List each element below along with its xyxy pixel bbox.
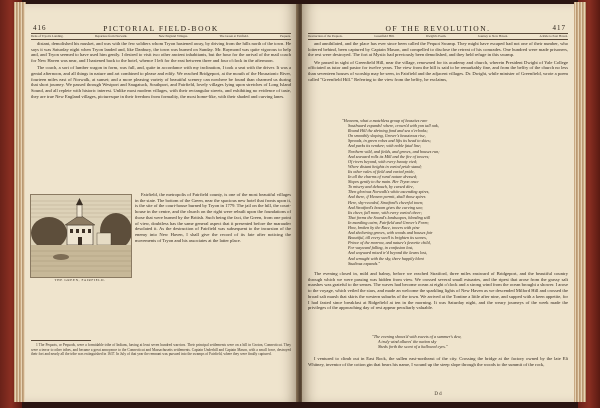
- left-subhead: Departure from Norwalk.: [94, 34, 128, 38]
- poem-line: And wrought with the sky, there happily blent: [348, 255, 424, 261]
- poem-line: Round Hill the shrining fond and sea o'erlooks;: [348, 128, 428, 134]
- verse-line: Sheds forth the scent of a hallowed eyes.": [378, 344, 448, 350]
- poem-line: And Stratford's bosom gives the curving sea;: [348, 204, 423, 210]
- poem-line: Northern wild, and fields, and groves, and houses run;: [348, 148, 440, 154]
- poem-line: In mantling cairn, Fairfield and Grover's Form;: [348, 219, 429, 225]
- poem-line: Where distant heights in varied pride stand;: [348, 163, 422, 169]
- closing-verse: [372, 334, 534, 350]
- signature-mark: D d: [434, 392, 442, 397]
- poem-line: Spreads, in green robes and lifts its head to skies;: [348, 138, 432, 144]
- paragraph: Fairfield, the metropolis of Fairfield county, is one of the most beautiful villages in the state. The bottom of the Green, near the spacious new hotel that fronts upon it, is the site of the court-house burned by Tryon in 1779. The jail on the hill, the court-house in the centre, and the church on the right were rebuilt upon the foundations of those that were burned by the British. Such being the fact, the Green, from one point of view, doubtless has the same general aspect that it presented before the marauder desolated it. As the destruction of Fairfield was subsequent to the incursion of the enemy into New Haven, I shall give the record of its fate after noticing the movements of Tryon and his associates at the latter place.: [135, 192, 291, 243]
- poem-line: Here, shy-receded, Stratford's cheerful town;: [348, 199, 424, 205]
- poem-line: In all the charms of rural nature dressed;: [348, 174, 418, 180]
- poem-line: Of rivers beyond, with every beauty vied;: [348, 158, 418, 164]
- right-body-bottom: [308, 271, 568, 333]
- poem-line: Its cheer, fall more, with every varied cheer;: [348, 209, 423, 215]
- paragraph: We passed in sight of Greenfield Hill, near the village, renowned for its academy and church, wherein President Dwight of Yale College officiated as tutor and pastor for twelve years. The view from the hill is said to be remarkably fine, and from the belfry of the church no less than seventeen houses of worship may be seen, in Fairfield and the adjacent villages. Dr. Dwight, while minister of Greenfield, wrote a poem called "Greenfield Hill." Referring to the view from the belfry, he exclaims,: [308, 59, 568, 82]
- left-page: [25, 4, 297, 402]
- verse-line: A truly wind allures' the nation sky: [378, 339, 437, 345]
- right-body-last: [308, 356, 568, 392]
- poem-line: And seaward rolls its Mill and the fire of towers;: [348, 153, 430, 159]
- poem-line: And parks its verdure; with noble fatal line;: [348, 143, 422, 149]
- poem-line: And sheltering groves, with woods and houses fair: [348, 230, 433, 236]
- right-subhead: Greenfield Hill.: [374, 34, 395, 38]
- poem-line: And there, if Heaven permit, shall those spires: [348, 194, 426, 200]
- poem-line: Studious expands.": [348, 260, 380, 266]
- page-edges-right: [574, 2, 586, 402]
- left-body-top: [31, 41, 291, 191]
- left-subhead: The Green at Fairfield.: [219, 34, 249, 38]
- left-subhead: Pequots.: [280, 34, 291, 38]
- right-running-head: OF THE REVOLUTION.: [385, 24, 491, 33]
- poem-line: Slopes gently to the main. Her Tryon once: [348, 179, 419, 185]
- left-subhead: New England Villages.: [158, 34, 189, 38]
- poem-line: "Heavens, what a matchless group of beauties rare: [342, 118, 428, 123]
- poem-line: Beautiful, till every swell is brighten its scenes,: [348, 235, 427, 241]
- left-running-head: PICTORIAL FIELD-BOOK: [103, 24, 219, 33]
- left-subhead-rule: [31, 39, 291, 40]
- right-subheads: [308, 34, 568, 38]
- right-page-number: 417: [552, 24, 566, 32]
- verse-line: "The evening shows'd with sweets of a summer's dew,: [372, 334, 462, 339]
- poem-line: Its other vales of field and varied pride,: [348, 168, 415, 174]
- right-subhead: A Ride to East Haven.: [539, 34, 568, 38]
- paragraph: The evening closed in, mild and balmy, before we reached Stratford, three miles eastward of Bridgeport, and the beautiful country through which we were passing was hidden from view. We crossed several small estuaries, and the ripest that arose from the grassy salt marshes was grateful to the senses. The waves had become ocean at eight o'clock and a strong wind from the ocean brought a shower. I arose to the voyage, which veiled the stars, and made an welcome the sparkling lights of New Haven as we descended Milford Hill and crossed the broad salt marsh that skirts the western suburbs of the town. We arrived at the Tontine a little after nine, and supped with a keen appetite, for I had fasted since breakfast at Ridgefield at ten in the morning. It was Saturday night, and the weary journeys of the week made the privileges of the approaching day of rest appear peculiarly valuable.: [308, 271, 568, 311]
- left-footnote: [31, 343, 291, 399]
- right-body-top: [308, 41, 568, 117]
- poem-line: And wayward mixed tr'd beyond the lawns lost,: [348, 250, 428, 256]
- poem-quotation: [342, 118, 554, 270]
- left-body-side: [135, 192, 291, 285]
- right-subhead: Destruction of the Pequots.: [308, 34, 343, 38]
- left-subheads: [31, 34, 291, 38]
- poem-line: That forms the Sound's landscapes, blending still: [348, 214, 431, 220]
- left-subhead: Dens of Tryon's Landing.: [31, 34, 64, 38]
- paragraph: The coach, a sort of lumber wagon in form, was full, and, quite in accordance with my inclination, I took a seat with the driver. It was a genial afternoon, and all things in nature and art combined to please and edify. We reached Bridgeport, at the mouth of the Housatonic River, fourteen miles east of Norwalk, at sunset; and a more pleasing variety of beautiful scenery can nowhere be found than charmed us during that short journey. We passed through Westport and Saugatuck, Southport, and Fairfield, lovely villages lying upon stretches of Long Island Sound, and all replete with historic interest. Unlike most modern villages, with their rectangular streets, and exhibiting no evidence of taste, they are true New England villages, picturesque in their freedom from formality, the most home-like, with their shaded and curving lanes.: [31, 65, 291, 99]
- footnote-text: 1 The Pequots, or Pequods, were a formidable tribe of Indians, having at least seven hundred warriors. Their principal settlements were on a hill in Groton, Connecticut. They were a terror to other tribes, and became a great annoyance to the Connecticut and Massachusetts settlements. Captain Underhill and Captain Mason, with a small force, destroyed their fort and nearly all the tribe was extinguished in 1637. In July of that year the remnant was pursued into the swamps of Fairfield, where they were finally captured.: [31, 343, 291, 356]
- illustration-caption: THE GREEN, FAIRFIELD.: [54, 278, 106, 282]
- poem-line: Southward expands! where, crown'd with yon tall oak,: [348, 123, 439, 129]
- engraving-illustration: [30, 194, 132, 278]
- poem-line: To misery and debauch, by cursed dire,: [348, 184, 414, 190]
- right-page: [302, 4, 574, 402]
- right-subhead: Dwight's Poem.: [426, 34, 447, 38]
- poem-line: Then glorious Norwalk's white ascending spires,: [348, 189, 430, 195]
- paragraph: I ventured to climb out in East Rock, the sullen east-northeast of the city. Crossing the bridge at the factory owned by the late Eli Whitney, inventor of the cotton gin that bears his name, I wound up the steep slope through the woods to the summit of the rock,: [308, 356, 568, 367]
- footnote-rule: [31, 340, 91, 341]
- poem-line: On smoothly sloping, Grover's beauteous rise,: [348, 133, 426, 139]
- poem-line: How, broken by the Race, towers with pine: [348, 224, 420, 230]
- paragraph: and annihilated, and the place has ever since been called the Pequot Swamp. They might have escaped had not one of their number, who loitered behind, been captured by Captain Mason, and compelled to disclose the retreat of his comrades. One hundred were made prisoners, the rest were destroyed. The fort at Mystic had previously been demolished, and they held refuge in this swamp.: [308, 41, 568, 58]
- paragraph: distant, demolished his musket, and was with the few soldiers whom Tryon hastened away, by driving from the hills north of the town. He says it was Saturday night when Tryon landed and, like Danbury, the town was burned on Sunday. Mr. Raymond was quite vigorous to help and, and Tryon seemed to have used him gently. I desired to visit two other ancient inhabitants, but the hour for the arrival of the mail coach for New Haven was near, and I hastened back to the hotel, whence I left for the east between three and four o'clock in the afternoon.: [31, 41, 291, 64]
- right-subhead-rule: [308, 39, 568, 40]
- right-subhead: Journey to New Haven.: [477, 34, 508, 38]
- poem-line: For wayward falling, in confusion lost,: [348, 245, 414, 251]
- poem-line: Prince of the morrow, and nature's favorite child,: [348, 240, 431, 246]
- left-page-number: 416: [33, 24, 47, 32]
